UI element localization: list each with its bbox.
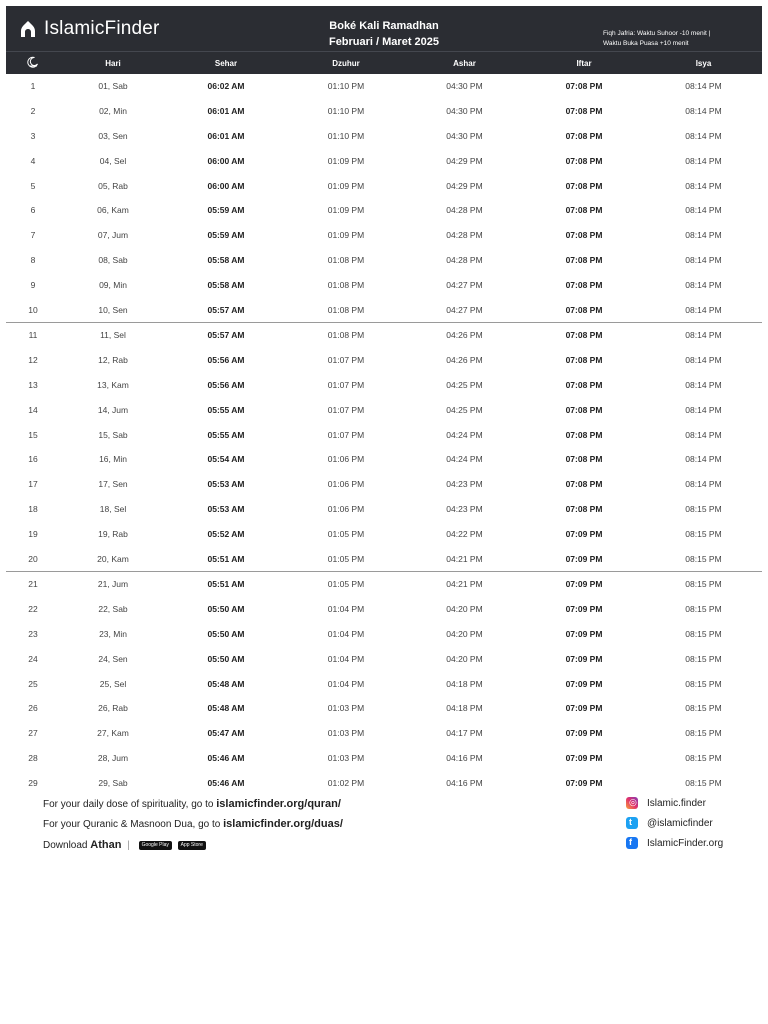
table-row [6,348,762,373]
cell-sehar: 06:00 AM [207,180,245,191]
cell-isya: 08:14 PM [685,429,722,440]
cell-dzuhur: 01:06 PM [327,503,365,514]
cell-ashar: 04:20 PM [446,604,483,615]
table-row [6,323,762,348]
cell-iftar: 07:08 PM [565,355,603,366]
cell-isya: 08:15 PM [685,703,722,714]
cell-day-number: 6 [30,205,36,216]
cell-ashar: 04:16 PM [446,777,483,788]
table-row [6,198,762,223]
cell-day-number: 13 [28,379,38,390]
cell-isya: 08:15 PM [685,728,722,739]
cell-day-number: 22 [28,604,38,615]
cell-isya: 08:14 PM [685,304,722,315]
cell-ashar: 04:24 PM [446,454,483,465]
cell-dzuhur: 01:09 PM [327,155,365,166]
cell-isya: 08:14 PM [685,355,722,366]
cell-ashar: 04:21 PM [446,553,483,564]
cell-hari: 15, Sab [98,429,128,440]
cell-day-number: 7 [30,230,36,241]
cell-iftar: 07:08 PM [565,81,603,92]
google-play-badge[interactable]: Google Play [139,841,172,850]
cell-hari: 03, Sen [98,130,128,141]
header-bar [6,6,762,51]
cell-day-number: 28 [28,752,38,763]
cell-iftar: 07:08 PM [565,479,603,490]
cell-ashar: 04:22 PM [446,528,483,539]
col-iftar: Iftar [576,58,592,68]
cell-day-number: 11 [28,330,38,341]
cell-iftar: 07:09 PM [565,653,603,664]
cell-ashar: 04:28 PM [446,205,483,216]
cell-hari: 09, Min [99,279,127,290]
cell-day-number: 21 [28,579,38,590]
cell-isya: 08:14 PM [685,155,722,166]
cell-isya: 08:14 PM [685,404,722,415]
cell-ashar: 04:18 PM [446,678,483,689]
cell-isya: 08:14 PM [685,106,722,117]
app-store-badge[interactable]: App Store [178,841,206,850]
cell-sehar: 05:55 AM [207,429,245,440]
cell-day-number: 19 [28,528,38,539]
cell-ashar: 04:24 PM [446,429,483,440]
crescent-moon-icon [6,56,60,70]
cell-hari: 21, Jum [97,579,129,590]
cell-hari: 11, Sel [100,330,126,341]
instagram-handle: Islamic.finder [647,797,706,809]
cell-iftar: 07:09 PM [565,777,603,788]
table-row [6,671,762,696]
cell-dzuhur: 01:06 PM [327,479,365,490]
cell-hari: 12, Rab [98,355,128,366]
cell-iftar: 07:09 PM [565,703,603,714]
footer-quran-text: For your daily dose of spirituality, go to [43,799,217,810]
cell-ashar: 04:30 PM [446,130,483,141]
cell-day-number: 20 [28,553,38,564]
cell-isya: 08:15 PM [685,628,722,639]
cell-ashar: 04:16 PM [446,752,483,763]
table-row [6,472,762,497]
cell-day-number: 1 [30,81,36,92]
cell-sehar: 06:01 AM [207,130,245,141]
cell-hari: 13, Kam [97,379,129,390]
cell-dzuhur: 01:03 PM [327,752,365,763]
footer [6,796,762,856]
cell-iftar: 07:09 PM [565,752,603,763]
cell-isya: 08:15 PM [685,752,722,763]
cell-isya: 08:14 PM [685,454,722,465]
col-ashar: Ashar [453,58,476,68]
cell-hari: 27, Kam [97,728,129,739]
cell-hari: 22, Sab [98,604,128,615]
cell-hari: 06, Kam [97,205,129,216]
cell-dzuhur: 01:08 PM [327,330,365,341]
cell-day-number: 10 [28,304,38,315]
cell-sehar: 05:48 AM [207,703,245,714]
table-row [6,770,762,795]
cell-sehar: 05:46 AM [207,777,245,788]
cell-dzuhur: 01:07 PM [327,429,365,440]
cell-day-number: 23 [28,628,38,639]
cell-hari: 01, Sab [98,81,128,92]
table-body [6,74,762,795]
cell-dzuhur: 01:08 PM [327,279,365,290]
cell-sehar: 05:50 AM [207,628,245,639]
athan-app-name: Athan [90,839,122,851]
instagram-link[interactable] [626,797,706,809]
cell-ashar: 04:25 PM [446,379,483,390]
cell-dzuhur: 01:08 PM [327,254,365,265]
cell-dzuhur: 01:02 PM [327,777,365,788]
cell-dzuhur: 01:05 PM [327,553,365,564]
fiqh-note [603,29,763,49]
cell-ashar: 04:28 PM [446,230,483,241]
cell-ashar: 04:20 PM [446,653,483,664]
cell-sehar: 05:53 AM [207,503,245,514]
cell-iftar: 07:08 PM [565,230,603,241]
cell-hari: 23, Min [99,628,127,639]
instagram-icon: ◎ [626,797,638,809]
cell-day-number: 14 [28,404,38,415]
cell-iftar: 07:08 PM [565,429,603,440]
cell-sehar: 05:57 AM [207,304,245,315]
table-row [6,223,762,248]
cell-isya: 08:15 PM [685,678,722,689]
cell-sehar: 06:00 AM [207,155,245,166]
cell-isya: 08:14 PM [685,330,722,341]
cell-isya: 08:14 PM [685,379,722,390]
cell-iftar: 07:09 PM [565,579,603,590]
cell-hari: 17, Sen [98,479,128,490]
cell-isya: 08:15 PM [685,604,722,615]
cell-dzuhur: 01:07 PM [327,379,365,390]
cell-iftar: 07:08 PM [565,106,603,117]
cell-day-number: 3 [30,130,36,141]
cell-hari: 29, Sab [98,777,128,788]
brand-logo [18,18,160,40]
cell-isya: 08:15 PM [685,777,722,788]
cell-isya: 08:14 PM [685,254,722,265]
cell-ashar: 04:30 PM [446,81,483,92]
table-row [6,99,762,124]
facebook-link[interactable] [626,837,723,849]
cell-iftar: 07:08 PM [565,205,603,216]
cell-sehar: 05:57 AM [207,330,245,341]
cell-ashar: 04:18 PM [446,703,483,714]
cell-sehar: 05:48 AM [207,678,245,689]
cell-dzuhur: 01:06 PM [327,454,365,465]
cell-isya: 08:15 PM [685,528,722,539]
cell-ashar: 04:30 PM [446,106,483,117]
cell-ashar: 04:27 PM [446,279,483,290]
cell-sehar: 05:50 AM [207,653,245,664]
cell-iftar: 07:08 PM [565,379,603,390]
cell-dzuhur: 01:05 PM [327,579,365,590]
cell-sehar: 05:53 AM [207,479,245,490]
cell-sehar: 05:56 AM [207,355,245,366]
col-isya: Isya [695,58,712,68]
cell-hari: 08, Sab [98,254,128,265]
cell-isya: 08:15 PM [685,653,722,664]
cell-iftar: 07:08 PM [565,180,603,191]
cell-iftar: 07:09 PM [565,678,603,689]
cell-hari: 10, Sen [98,304,128,315]
cell-ashar: 04:29 PM [446,180,483,191]
cell-hari: 20, Kam [97,553,129,564]
mosque-icon [18,19,38,39]
cell-iftar: 07:08 PM [565,503,603,514]
cell-dzuhur: 01:04 PM [327,653,365,664]
col-dzuhur: Dzuhur [332,58,360,68]
cell-dzuhur: 01:10 PM [327,81,365,92]
cell-ashar: 04:25 PM [446,404,483,415]
cell-dzuhur: 01:09 PM [327,230,365,241]
cell-day-number: 26 [28,703,38,714]
twitter-icon: t [626,817,638,829]
cell-dzuhur: 01:04 PM [327,604,365,615]
cell-isya: 08:15 PM [685,503,722,514]
cell-ashar: 04:23 PM [446,503,483,514]
cell-hari: 24, Sen [98,653,128,664]
cell-dzuhur: 01:04 PM [327,678,365,689]
table-row [6,746,762,771]
table-row [6,297,762,323]
cell-day-number: 15 [28,429,38,440]
cell-day-number: 27 [28,728,38,739]
cell-sehar: 05:56 AM [207,379,245,390]
table-row [6,521,762,546]
cell-dzuhur: 01:10 PM [327,130,365,141]
cell-ashar: 04:29 PM [446,155,483,166]
cell-isya: 08:15 PM [685,553,722,564]
cell-isya: 08:14 PM [685,81,722,92]
cell-iftar: 07:08 PM [565,454,603,465]
cell-hari: 04, Sel [99,155,127,166]
cell-iftar: 07:09 PM [565,728,603,739]
cell-isya: 08:15 PM [685,579,722,590]
table-row [6,597,762,622]
table-row [6,497,762,522]
table-row [6,248,762,273]
table-row [6,397,762,422]
footer-duas-line [43,818,343,830]
cell-ashar: 04:27 PM [446,304,483,315]
cell-sehar: 05:59 AM [207,230,245,241]
col-sehar: Sehar [214,58,238,68]
cell-day-number: 17 [28,479,38,490]
cell-hari: 28, Jum [97,752,129,763]
brand-name: IslamicFinder [44,18,160,39]
cell-iftar: 07:08 PM [565,130,603,141]
table-row [6,721,762,746]
cell-ashar: 04:26 PM [446,355,483,366]
cell-day-number: 4 [30,155,36,166]
facebook-handle: IslamicFinder.org [647,837,724,849]
footer-download-text: Download [43,840,91,851]
cell-dzuhur: 01:05 PM [327,528,365,539]
cell-day-number: 2 [30,106,36,117]
cell-dzuhur: 01:03 PM [327,728,365,739]
cell-dzuhur: 01:04 PM [327,628,365,639]
cell-hari: 02, Min [99,106,127,117]
cell-dzuhur: 01:10 PM [327,106,365,117]
table-row [6,572,762,597]
table-row [6,148,762,173]
table-row [6,622,762,647]
cell-iftar: 07:09 PM [565,553,603,564]
cell-hari: 19, Rab [98,528,128,539]
cell-day-number: 24 [28,653,38,664]
cell-day-number: 12 [28,355,38,366]
table-row [6,124,762,149]
cell-sehar: 05:50 AM [207,604,245,615]
cell-sehar: 06:01 AM [207,106,245,117]
cell-iftar: 07:09 PM [565,628,603,639]
cell-dzuhur: 01:08 PM [327,304,365,315]
cell-sehar: 05:55 AM [207,404,245,415]
cell-day-number: 25 [28,678,38,689]
cell-iftar: 07:08 PM [565,330,603,341]
footer-download-line: Download Athan | Google Play App Store [43,839,206,851]
cell-sehar: 05:47 AM [207,728,245,739]
cell-day-number: 9 [30,279,36,290]
table-row [6,272,762,297]
twitter-handle: @islamicfinder [647,817,713,829]
cell-sehar: 05:58 AM [207,279,245,290]
cell-ashar: 04:17 PM [446,728,483,739]
cell-hari: 18, Sel [99,503,127,514]
twitter-link[interactable] [626,817,713,829]
cell-hari: 25, Sel [99,678,127,689]
cell-sehar: 05:46 AM [207,752,245,763]
footer-quran-line [43,798,341,810]
cell-iftar: 07:08 PM [565,304,603,315]
cell-day-number: 16 [28,454,38,465]
cell-isya: 08:14 PM [685,180,722,191]
quran-link[interactable]: islamicfinder.org/quran/ [216,798,341,810]
footer-duas-text: For your Quranic & Masnoon Dua, go to [43,819,224,830]
table-row [6,546,762,572]
cell-sehar: 06:02 AM [207,81,245,92]
prayer-timetable-page [6,6,762,795]
table-row [6,173,762,198]
cell-iftar: 07:08 PM [565,404,603,415]
cell-hari: 26, Rab [98,703,128,714]
cell-isya: 08:14 PM [685,479,722,490]
fiqh-note-line-1: Fiqh Jafria: Waktu Suhoor -10 menit | [603,30,711,37]
cell-iftar: 07:09 PM [565,604,603,615]
title-line-1: Boké Kali Ramadhan [329,20,439,32]
cell-isya: 08:14 PM [685,205,722,216]
cell-day-number: 5 [30,180,36,191]
cell-dzuhur: 01:07 PM [327,355,365,366]
cell-hari: 14, Jum [97,404,129,415]
cell-isya: 08:14 PM [685,230,722,241]
duas-link[interactable]: islamicfinder.org/duas/ [223,818,343,830]
facebook-icon: f [626,837,638,849]
cell-sehar: 05:52 AM [207,528,245,539]
cell-day-number: 8 [30,254,36,265]
cell-ashar: 04:23 PM [446,479,483,490]
table-row [6,74,762,99]
cell-isya: 08:14 PM [685,130,722,141]
title-line-2: Februari / Maret 2025 [328,36,440,48]
table-row [6,696,762,721]
cell-dzuhur: 01:03 PM [327,703,365,714]
cell-dzuhur: 01:09 PM [327,180,365,191]
cell-hari: 07, Jum [97,230,129,241]
cell-day-number: 29 [28,777,38,788]
cell-iftar: 07:08 PM [565,254,603,265]
cell-hari: 16, Min [99,454,127,465]
cell-sehar: 05:54 AM [207,454,245,465]
table-row [6,422,762,447]
table-row [6,646,762,671]
cell-dzuhur: 01:07 PM [327,404,365,415]
cell-ashar: 04:28 PM [446,254,483,265]
cell-day-number: 18 [28,503,38,514]
cell-ashar: 04:21 PM [446,579,483,590]
cell-dzuhur: 01:09 PM [327,205,365,216]
cell-hari: 05, Rab [98,180,128,191]
cell-isya: 08:14 PM [685,279,722,290]
cell-sehar: 05:59 AM [207,205,245,216]
cell-sehar: 05:51 AM [207,579,245,590]
cell-ashar: 04:20 PM [446,628,483,639]
cell-iftar: 07:08 PM [565,155,603,166]
cell-sehar: 05:51 AM [207,553,245,564]
cell-iftar: 07:08 PM [565,279,603,290]
cell-sehar: 05:58 AM [207,254,245,265]
fiqh-note-line-2: Waktu Buka Puasa +10 menit [603,40,689,47]
table-row [6,447,762,472]
table-row [6,373,762,398]
col-hari: Hari [105,58,121,68]
table-header [6,51,762,74]
cell-ashar: 04:26 PM [446,330,483,341]
cell-iftar: 07:09 PM [565,528,603,539]
